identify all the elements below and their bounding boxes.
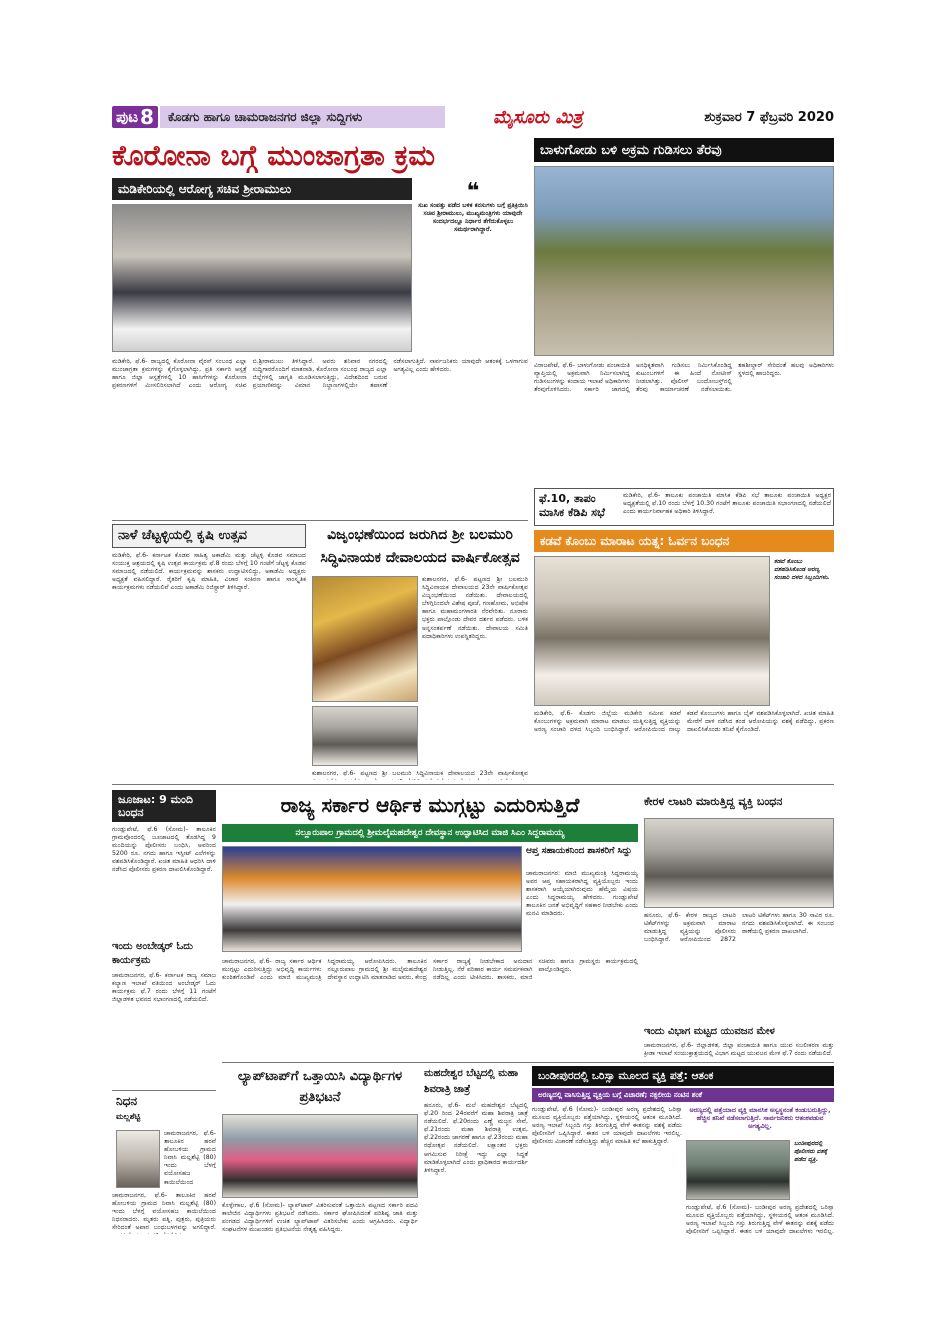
story5-headline: ಕಡವೆ ಕೊಂಬು ಮಾರಾಟ ಯತ್ನ: ಓರ್ವನ ಬಂಧನ	[534, 530, 834, 552]
divider	[112, 784, 834, 785]
story1-quote-box	[418, 179, 528, 352]
story7-side-box	[526, 846, 638, 952]
obituary-photo	[116, 1130, 160, 1188]
newspaper-page	[112, 100, 834, 1235]
page-label: ಪುಟ	[116, 108, 139, 126]
story8-event-title: ಇಂದು ವಿಭಾಗ ಮಟ್ಟದ ಯುವಜನ ಮೇಳ	[644, 1026, 775, 1037]
story4-body: ಕುಶಾಲನಗರ, ಫೆ.6- ಪಟ್ಟಣದ ಶ್ರೀ ಬಲಮುರಿ ಸಿದ್ಧಿವಿನಾಯಕ ದೇವಾಲಯದ 23ನೇ ವಾರ್ಷಿಕೋತ್ಸವ	[312, 770, 528, 777]
story7-photo	[222, 846, 522, 952]
story11-quote: ಅರಣ್ಯದಲ್ಲಿ ಪತ್ತೆಯಾದ ವ್ಯಕ್ತಿ ಮಾನಸಿಕ ಅಸ್ವಸ್ಥನಂತೆ ಕಂಡುಬರುತ್ತಿದ್ದು, ಹೆಚ್ಚಿನ ತನಿಖೆ ನಡೆಸಲಾಗುತ್ತಿದೆ. ಸಾರ್ವಜನಿಕರು ಆತಂಕಪಡುವ ಅಗತ್ಯವಿಲ್ಲ.	[689, 1106, 831, 1130]
story10-body: ಹನೂರು, ಫೆ.6- ಮಲೆ ಮಹದೇಶ್ವರ ಬೆಟ್ಟದಲ್ಲಿ ಫೆ.20 ರಿಂದ 24ರವರೆಗೆ ಮಹಾ ಶಿವರಾತ್ರಿ ಜಾತ್ರೆ ನಡೆಯಲಿದೆ. ಫೆ.20ರಂದು ಎಣ್ಣೆ ಮಜ್ಜನ ಸೇವೆ, ಫೆ.21ರಂದು ಮಹಾ ಶಿವರಾತ್ರಿ ಉತ್ಸವ, ಫೆ.22ರಂದು ಜಾಗರಣೆ ಹಾಗೂ ಫೆ.23ರಂದು ಮಹಾ ರಥೋತ್ಸವ ನಡೆಯಲಿದೆ. ಲಕ್ಷಾಂತರ ಭಕ್ತರು ಆಗಮಿಸುವ ನಿರೀಕ್ಷೆ ಇದ್ದು ಎಲ್ಲಾ ಸಿದ್ಧತೆ ಮಾಡಿಕೊಳ್ಳಲಾಗಿದೆ ಎಂದು ಪ್ರಾಧಿಕಾರದ ಕಾರ್ಯದರ್ಶಿ ತಿಳಿಸಿದ್ದಾರೆ.	[424, 1102, 528, 1174]
story11-body: ಗುಂಡ್ಲುಪೇಟೆ, ಫೆ.6 (ಸೋಮ)- ಬಂಡೀಪುರ ಅರಣ್ಯ ಪ್ರದೇಶದಲ್ಲಿ ಒರಿಸ್ಸಾ ಮೂಲದ ವ್ಯಕ್ತಿಯೊಬ್ಬರು ಪತ್ತೆಯಾಗಿದ್ದು, ಸ್ಥಳೀಯರಲ್ಲಿ ಆತಂಕ ಮೂಡಿಸಿದೆ. ಅರಣ್ಯ ಇಲಾಖೆ ಸಿಬ್ಬಂದಿ ಗಸ್ತು ತಿರುಗುತ್ತಿದ್ದ ವೇಳೆ ಈತನನ್ನು ವಶಕ್ಕೆ ಪಡೆದು ಪೊಲೀಸರಿಗೆ ಒಪ್ಪಿಸಿದ್ದಾರೆ. ಈತನ ಬಳಿ ಯಾವುದೇ ದಾಖಲೆಗಳು ಇರಲಿಲ್ಲ. ಪೊಲೀಸರು ವಿಚಾರಣೆ ನಡೆಸುತ್ತಿದ್ದು ಹೆಚ್ಚಿನ ಮಾಹಿತಿ ಕಲೆ ಹಾಕುತ್ತಿದ್ದಾರೆ.	[532, 1106, 682, 1146]
story1-body: ಮಡಿಕೇರಿ, ಫೆ.6- ರಾಜ್ಯದಲ್ಲಿ ಕೊರೋನಾ ವೈರಸ್ ಸಂಬಂಧ ಎಲ್ಲಾ ಮುಂಜಾಗ್ರತಾ ಕ್ರಮಗಳನ್ನು ಕೈಗೊಳ್ಳಲಾಗಿದ್ದು, ಪ್ರತಿ ಸರ್ಕಾರಿ ಆಸ್ಪತ್ರೆ ಹಾಗೂ ಜಿಲ್ಲಾ ಆಸ್ಪತ್ರೆಗಳಲ್ಲಿ 10 ಹಾಸಿಗೆಗಳನ್ನು ಕೊರೋನಾ ಪ್ರಕರಣಗಳಿಗೆ ಮೀಸಲಿರಿಸಲಾಗಿದೆ ಎಂದು ಆರೋಗ್ಯ ಸಚಿವ ಬಿ.ಶ್ರೀರಾಮುಲು ತಿಳಿಸಿದ್ದಾರೆ. ಅವರು ಶನಿವಾರ ನಗರದಲ್ಲಿ ಸುದ್ದಿಗಾರರೊಂದಿಗೆ ಮಾತನಾಡಿ, ಕೊರೋನಾ ಸಂಬಂಧ ರಾಜ್ಯದ ಎಲ್ಲಾ ಜಿಲ್ಲೆಗಳಲ್ಲಿ ಜಾಗೃತಿ ಮೂಡಿಸಲಾಗುತ್ತಿದ್ದು, ವಿದೇಶದಿಂದ ಬರುವ ಪ್ರಯಾಣಿಕರನ್ನು ವಿಮಾನ ನಿಲ್ದಾಣಗಳಲ್ಲಿಯೇ ತಪಾಸಣೆ ನಡೆಸಲಾಗುತ್ತಿದೆ. ಸಾರ್ವಜನಿಕರು ಯಾವುದೇ ಆತಂಕಕ್ಕೆ ಒಳಗಾಗುವ ಅಗತ್ಯವಿಲ್ಲ ಎಂದು ಹೇಳಿದರು.	[112, 358, 528, 390]
story11-caption: ಬಂಡೀಪುರದಲ್ಲಿ ಪೊಲೀಸರು ವಶಕ್ಕೆ ಪಡೆದ ವ್ಯಕ್ತಿ.	[794, 1140, 828, 1163]
story6-event-title: ಇಂದು ಅಂಬೇಡ್ಕರ್ ಓದು ಕಾರ್ಯಕ್ರಮ	[112, 941, 193, 966]
story11-body-cont: ಗುಂಡ್ಲುಪೇಟೆ, ಫೆ.6 (ಸೋಮ)- ಬಂಡೀಪುರ ಅರಣ್ಯ ಪ್ರದೇಶದಲ್ಲಿ ಒರಿಸ್ಸಾ ಮೂಲದ ವ್ಯಕ್ತಿಯೊಬ್ಬರು ಪತ್ತೆಯಾಗಿದ್ದು, ಸ್ಥಳೀಯರಲ್ಲಿ ಆತಂಕ ಮೂಡಿಸಿದೆ. ಅರಣ್ಯ ಇಲಾಖೆ ಸಿಬ್ಬಂದಿ ಗಸ್ತು ತಿರುಗುತ್ತಿದ್ದ ವೇಳೆ ಈತನನ್ನು ವಶಕ್ಕೆ ಪಡೆದು ಪೊಲೀಸರಿಗೆ ಒಪ್ಪಿಸಿದ್ದಾರೆ. ಈತನ ಬಳಿ ಯಾವುದೇ ದಾಖಲೆಗಳು ಇರಲಿಲ್ಲ.	[686, 1204, 834, 1235]
page-number: 8	[140, 105, 154, 129]
story2-notice-title: ಫೆ.10, ತಾಪಂ ಮಾಸಿಕ ಕೆಡಿಪಿ ಸಭೆ	[539, 492, 605, 519]
story1-quote: ಸುಖ ಸಂಪತ್ತು ಪಡೆದ ಬಳಿಕ ಕನಸುಗಳು ಬಗ್ಗೆ ಪ್ರತಿಕ್ರಿಯಿಸಿ ಸಚಿವ ಶ್ರೀರಾಮುಲು, ಮುಖ್ಯಮಂತ್ರಿಗಳು ಯಾವುದೇ ಸಂದರ್ಭದಲ್ಲೂ ನಿರ್ಧಾರ ತೆಗೆದುಕೊಳ್ಳಲು ಸಮರ್ಥರಾಗಿದ್ದಾರೆ.	[418, 202, 528, 234]
story9-body: ಕೊಳ್ಳೇಗಾಲ, ಫೆ.6 (ಸೋಮ)- ಲ್ಯಾಪ್‌ಟಾಪ್ ವಿತರಿಸುವಂತೆ ಒತ್ತಾಯಿಸಿ ಪಟ್ಟಣದ ಸರ್ಕಾರಿ ಪದವಿ ಕಾಲೇಜಿನ ವಿದ್ಯಾರ್ಥಿಗಳು ಪ್ರತಿಭಟನೆ ನಡೆಸಿದರು. ಸರ್ಕಾರ ಘೋಷಿಸಿದಂತೆ ಪರಿಶಿಷ್ಟ ಜಾತಿ ಮತ್ತು ಪಂಗಡದ ವಿದ್ಯಾರ್ಥಿಗಳಿಗೆ ಉಚಿತ ಲ್ಯಾಪ್‌ಟಾಪ್ ವಿತರಿಸಬೇಕು ಎಂದು ಆಗ್ರಹಿಸಿದರು. ವಿದ್ಯಾರ್ಥಿ ಸಂಘಟನೆಗಳ ಮುಖಂಡರು ಪ್ರತಿಭಟನೆಯ ನೇತೃತ್ವ ವಹಿಸಿದ್ದರು.	[222, 1202, 418, 1234]
story11-headline: ಬಂಡೀಪುರದಲ್ಲಿ ಒರಿಸ್ಸಾ ಮೂಲದ ವ್ಯಕ್ತಿ ಪತ್ತೆ: ಆತಂಕ	[532, 1066, 834, 1086]
story1-photo	[112, 204, 412, 352]
story4-headline: ವಿಜೃಂಭಣೆಯಿಂದ ಜರುಗಿದ ಶ್ರೀ ಬಲಮುರಿ ಸಿದ್ಧಿವಿನಾಯಕ ದೇವಾಲಯದ ವಾರ್ಷಿಕೋತ್ಸವ	[320, 527, 520, 566]
section-title: ಕೊಡಗು ಹಾಗೂ ಚಾಮರಾಜನಗರ ಜಿಲ್ಲಾ ಸುದ್ದಿಗಳು	[160, 106, 445, 128]
divider	[222, 1062, 834, 1063]
story4-photo-2	[312, 706, 418, 766]
story5-caption: ಕಡವೆ ಕೊಂಬು ವಶಪಡಿಸಿಕೊಂಡ ಅರಣ್ಯ ಸಂಚಾರಿ ದಳದ ಸಿಬ್ಬಂದಿಗಳು.	[774, 558, 830, 581]
story2-photo	[534, 166, 834, 356]
divider	[112, 1090, 216, 1091]
story8-headline: ಕೇರಳ ಲಾಟರಿ ಮಾರುತ್ತಿದ್ದ ವ್ಯಕ್ತಿ ಬಂಧನ	[644, 795, 783, 808]
story11-subhead: ಅರಣ್ಯದಲ್ಲಿ ವಾಸಿಸುತ್ತಿದ್ದ ವ್ಯಕ್ತಿಯ ಬಗ್ಗೆ ವಿಚಾರಣೆ; ನಕ್ಸಲೀಯ ನಂಟಿನ ಶಂಕೆ	[532, 1088, 834, 1102]
page-header	[112, 104, 834, 130]
story3-body: ಮಡಿಕೇರಿ, ಫೆ.6- ಕರ್ನಾಟಕ ಕೊಡವ ಸಾಹಿತ್ಯ ಅಕಾಡೆಮಿ ಮತ್ತು ಚೆಟ್ಟಳ್ಳಿ ಕೊಡವ ಸಮಾಜದ ಸಂಯುಕ್ತ ಆಶ್ರಯದಲ್ಲಿ ಕೃಷಿ ಉತ್ಸವ ಕಾರ್ಯಕ್ರಮ ಫೆ.8 ರಂದು ಬೆಳಗ್ಗೆ 10 ಗಂಟೆಗೆ ಚೆಟ್ಟಳ್ಳಿ ಕೊಡವ ಸಮಾಜದಲ್ಲಿ ನಡೆಯಲಿದೆ. ಕಾರ್ಯಕ್ರಮವನ್ನು ಶಾಸಕರು ಉದ್ಘಾಟಿಸಲಿದ್ದು, ಅಕಾಡೆಮಿ ಅಧ್ಯಕ್ಷರು ಅಧ್ಯಕ್ಷತೆ ವಹಿಸಲಿದ್ದಾರೆ. ರೈತರಿಗೆ ಕೃಷಿ ಮಾಹಿತಿ, ವಿಚಾರ ಸಂಕಿರಣ ಹಾಗೂ ಸಾಂಸ್ಕೃತಿಕ ಕಾರ್ಯಕ್ರಮಗಳು ನಡೆಯಲಿವೆ ಎಂದು ಅಕಾಡೆಮಿ ರಿಜಿಸ್ಟ್ರಾರ್ ತಿಳಿಸಿದ್ದಾರೆ.	[112, 552, 306, 592]
story1-headline: ಕೊರೋನಾ ಬಗ್ಗೆ ಮುಂಜಾಗ್ರತಾ ಕ್ರಮ	[112, 139, 436, 172]
story5-photo	[534, 556, 770, 706]
story8-body: ಹನೂರು, ಫೆ.6- ಕೇರಳ ರಾಜ್ಯದ ಲಾಟರಿ ಟಿಕೆಟ್‌ಗಳನ್ನು ಅಕ್ರಮವಾಗಿ ಮಾರಾಟ ಮಾಡುತ್ತಿದ್ದ ವ್ಯಕ್ತಿಯನ್ನು ಪೊಲೀಸರು ಬಂಧಿಸಿದ್ದಾರೆ. ಆರೋಪಿಯಿಂದ 2872 ಲಾಟರಿ ಟಿಕೆಟ್‌ಗಳು ಹಾಗೂ 30 ಸಾವಿರ ರೂ. ನಗದು ವಶಪಡಿಸಿಕೊಳ್ಳಲಾಗಿದೆ. ಈ ಸಂಬಂಧ ಠಾಣೆಯಲ್ಲಿ ಪ್ರಕರಣ ದಾಖಲಾಗಿದೆ.	[644, 912, 834, 944]
story3-headline: ನಾಳೆ ಚೆಟ್ಟಳ್ಳಿಯಲ್ಲಿ ಕೃಷಿ ಉತ್ಸವ	[118, 528, 248, 543]
story9-headline: ಲ್ಯಾಪ್‌ಟಾಪ್‌ಗೆ ಒತ್ತಾಯಿಸಿ ವಿದ್ಯಾರ್ಥಿಗಳ ಪ್ರತಿಭಟನೆ	[237, 1069, 403, 1105]
quote-mark-icon: ❝	[466, 179, 480, 204]
obituary-body: ಚಾಮರಾಜನಗರ, ಫೆ.6- ತಾಲೂಕಿನ ಹರವೆ ಹೋಬಳಿಯ ಗ್ರಾಮದ ನಿವಾಸಿ ಮಲ್ಲಶೆಟ್ಟಿ (80) ಇಂದು ಬೆಳಗ್ಗೆ ವಯೋಸಹಜ ಕಾಯಿಲೆಯಿಂದ ನಿಧನರಾದರು. ಮೃತರು ಪತ್ನಿ, ಪುತ್ರರು, ಪುತ್ರಿಯರು ಸೇರಿದಂತೆ ಅಪಾರ ಬಂಧುಬಳಗವನ್ನು ಅಗಲಿದ್ದಾರೆ.	[112, 1192, 216, 1232]
story7-side-title: ಆಪ್ತ ಸಹಾಯಕನಿಂದ ಶಾಸಕರಿಗೆ ಸಿದ್ದು	[526, 846, 632, 856]
story4-photo-1	[312, 576, 418, 702]
story4-body-side: ಕುಶಾಲನಗರ, ಫೆ.6- ಪಟ್ಟಣದ ಶ್ರೀ ಬಲಮುರಿ ಸಿದ್ಧಿವಿನಾಯಕ ದೇವಾಲಯದ 23ನೇ ವಾರ್ಷಿಕೋತ್ಸವ ವಿಜೃಂಭಣೆಯಿಂದ ನಡೆಯಿತು. ದೇವಾಲಯದಲ್ಲಿ ಬೆಳಗ್ಗಿನಿಂದಲೇ ವಿಶೇಷ ಪೂಜೆ, ಗಣಹೋಮ, ಅಭಿಷೇಕ ಹಾಗೂ ಮಹಾಮಂಗಳಾರತಿ ನೆರವೇರಿತು. ನೂರಾರು ಭಕ್ತರು ಪಾಲ್ಗೊಂಡು ದೇವರ ದರ್ಶನ ಪಡೆದರು. ಬಳಿಕ ಅನ್ನಸಂತರ್ಪಣೆ ನಡೆಯಿತು. ದೇವಾಲಯ ಸಮಿತಿ ಪದಾಧಿಕಾರಿಗಳು ಉಪಸ್ಥಿತರಿದ್ದರು.	[422, 576, 528, 640]
story5-body: ಮಡಿಕೇರಿ, ಫೆ.6- ಕೊಡಗು ಜಿಲ್ಲೆಯ ಮಡಿಕೇರಿ ಸಮೀಪ ಕಡವೆ ಕೊಂಬುಗಳನ್ನು ಅಕ್ರಮವಾಗಿ ಮಾರಾಟ ಮಾಡಲು ಯತ್ನಿಸುತ್ತಿದ್ದ ವ್ಯಕ್ತಿಯನ್ನು ಅರಣ್ಯ ಸಂಚಾರಿ ದಳದ ಸಿಬ್ಬಂದಿ ಬಂಧಿಸಿದ್ದಾರೆ. ಆರೋಪಿಯಿಂದ ನಾಲ್ಕು ಕಡವೆ ಕೊಂಬುಗಳು ಹಾಗೂ ಬೈಕ್ ವಶಪಡಿಸಿಕೊಳ್ಳಲಾಗಿದೆ. ಖಚಿತ ಮಾಹಿತಿ ಮೇರೆಗೆ ದಾಳಿ ನಡೆಸಿದ ತಂಡ ಆರೋಪಿಯನ್ನು ವಶಕ್ಕೆ ಪಡೆದಿದ್ದು, ಪ್ರಕರಣ ದಾಖಲಿಸಿಕೊಂಡು ತನಿಖೆ ಕೈಗೊಂಡಿದೆ.	[534, 710, 834, 734]
obituary-body-side: ಚಾಮರಾಜನಗರ, ಫೆ.6- ತಾಲೂಕಿನ ಹರವೆ ಹೋಬಳಿಯ ಗ್ರಾಮದ ನಿವಾಸಿ ಮಲ್ಲಶೆಟ್ಟಿ (80) ಇಂದು ಬೆಳಗ್ಗೆ ವಯೋಸಹಜ ಕಾಯಿಲೆಯಿಂದ	[164, 1130, 216, 1186]
story2-body: ವಿರಾಜಪೇಟೆ, ಫೆ.6- ಬಾಳುಗೋಡು ಪಂಚಾಯಿತಿ ವ್ಯಾಪ್ತಿಯಲ್ಲಿ ಅಕ್ರಮವಾಗಿ ನಿರ್ಮಿಸಲಾಗಿದ್ದ ಗುಡಿಸಲುಗಳನ್ನು ಕಂದಾಯ ಇಲಾಖೆ ಅಧಿಕಾರಿಗಳು ತೆರವುಗೊಳಿಸಿದರು. ಸರ್ಕಾರಿ ಜಾಗದಲ್ಲಿ ಅನಧಿಕೃತವಾಗಿ ಗುಡಿಸಲು ನಿರ್ಮಿಸಿಕೊಂಡಿದ್ದ ಕುಟುಂಬಗಳಿಗೆ ಈ ಹಿಂದೆ ನೋಟೀಸ್ ನೀಡಲಾಗಿತ್ತು. ಪೊಲೀಸ್ ಬಂದೋಬಸ್ತ್‌ನಲ್ಲಿ ತೆರವು ಕಾರ್ಯಾಚರಣೆ ನಡೆಸಲಾಯಿತು. ತಹಶೀಲ್ದಾರ್ ಸೇರಿದಂತೆ ಹಲವು ಅಧಿಕಾರಿಗಳು ಸ್ಥಳದಲ್ಲಿ ಹಾಜರಿದ್ದರು.	[534, 362, 834, 394]
story2-notice-box	[534, 488, 834, 526]
story6-event-body: ಚಾಮರಾಜನಗರ, ಫೆ.6- ಕರ್ನಾಟಕ ರಾಜ್ಯ ಸಮಾಜ ಕಲ್ಯಾಣ ಇಲಾಖೆ ವತಿಯಿಂದ ಅಂಬೇಡ್ಕರ್ ಓದು ಕಾರ್ಯಕ್ರಮ ಫೆ.7 ರಂದು ಬೆಳಗ್ಗೆ 11 ಗಂಟೆಗೆ ಜಿಲ್ಲಾಡಳಿತ ಭವನದ ಸಭಾಂಗಣದಲ್ಲಿ ನಡೆಯಲಿದೆ.	[112, 972, 216, 1004]
story6-headline: ಜೂಜಾಟ: 9 ಮಂದಿ ಬಂಧನ	[112, 790, 216, 822]
story2-headline: ಬಾಳುಗೋಡು ಬಳಿ ಅಕ್ರಮ ಗುಡಿಸಲು ತೆರವು	[534, 138, 834, 162]
story8-event-body: ಚಾಮರಾಜನಗರ, ಫೆ.6- ಜಿಲ್ಲಾಡಳಿತ, ಜಿಲ್ಲಾ ಪಂಚಾಯಿತಿ ಹಾಗೂ ಯುವ ಸಬಲೀಕರಣ ಮತ್ತು ಕ್ರೀಡಾ ಇಲಾಖೆ ಸಂಯುಕ್ತಾಶ್ರಯದಲ್ಲಿ ವಿಭಾಗ ಮಟ್ಟದ ಯುವಜನ ಮೇಳ ಫೆ.7 ರಂದು ನಡೆಯಲಿದೆ.	[644, 1042, 834, 1058]
divider	[112, 520, 528, 521]
story8-photo	[644, 818, 834, 908]
story3-title-box	[112, 524, 306, 548]
story1-subhead: ಮಡಿಕೇರಿಯಲ್ಲಿ ಆರೋಗ್ಯ ಸಚಿವ ಶ್ರೀರಾಮುಲು	[112, 178, 412, 200]
story7-body: ಚಾಮರಾಜನಗರ, ಫೆ.6- ರಾಜ್ಯ ಸರ್ಕಾರ ಆರ್ಥಿಕ ಮುಗ್ಗಟ್ಟು ಎದುರಿಸುತ್ತಿದ್ದು ಅಭಿವೃದ್ಧಿ ಕಾರ್ಯಗಳು ಕುಂಠಿತಗೊಂಡಿವೆ ಎಂದು ಮಾಜಿ ಮುಖ್ಯಮಂತ್ರಿ ಸಿದ್ದರಾಮಯ್ಯ ಆರೋಪಿಸಿದರು. ತಾಲೂಕಿನ ನಲ್ಲೂರುಪಾಲ ಗ್ರಾಮದಲ್ಲಿ ಶ್ರೀ ಮಲೈಮಹದೇಶ್ವರ ದೇವಸ್ಥಾನ ಉದ್ಘಾಟಿಸಿ ಮಾತನಾಡಿದ ಅವರು, ಕೇಂದ್ರ ಸರ್ಕಾರ ರಾಜ್ಯಕ್ಕೆ ನೀಡಬೇಕಾದ ಅನುದಾನ ನೀಡುತ್ತಿಲ್ಲ. ನೆರೆ ಪರಿಹಾರ ಕಾರ್ಯ ಸಮರ್ಪಕವಾಗಿ ನಡೆದಿಲ್ಲ ಎಂದು ಟೀಕಿಸಿದರು. ಶಾಸಕರು, ಮಾಜಿ ಸಚಿವರು ಹಾಗೂ ಗ್ರಾಮಸ್ಥರು ಕಾರ್ಯಕ್ರಮದಲ್ಲಿ ಪಾಲ್ಗೊಂಡಿದ್ದರು.	[222, 958, 638, 982]
story2-notice-body: ಮಡಿಕೇರಿ, ಫೆ.6- ತಾಲೂಕು ಪಂಚಾಯಿತಿ ಮಾಸಿಕ ಕೆಡಿಪಿ ಸಭೆ ತಾಲೂಕು ಪಂಚಾಯಿತಿ ಅಧ್ಯಕ್ಷರ ಅಧ್ಯಕ್ಷತೆಯಲ್ಲಿ ಫೆ.10 ರಂದು ಬೆಳಗ್ಗೆ 10.30 ಗಂಟೆಗೆ ತಾಲೂಕು ಪಂಚಾಯಿತಿ ಸಭಾಂಗಣದಲ್ಲಿ ನಡೆಯಲಿದೆ ಎಂದು ಕಾರ್ಯನಿರ್ವಾಹಕ ಅಧಿಕಾರಿ ತಿಳಿಸಿದ್ದಾರೆ.	[623, 492, 831, 516]
story10-headline: ಮಹದೇಶ್ವರ ಬೆಟ್ಟದಲ್ಲಿ ಮಹಾ ಶಿವರಾತ್ರಿ ಜಾತ್ರೆ	[424, 1068, 519, 1095]
issue-date: ಶುಕ್ರವಾರ 7 ಫೆಬ್ರವರಿ 2020	[704, 109, 834, 125]
story9-photo	[222, 1114, 418, 1198]
obituary-title: ನಿಧನ	[116, 1094, 138, 1108]
story11-photo	[686, 1140, 790, 1200]
story6-body: ಗುಂಡ್ಲುಪೇಟೆ, ಫೆ.6 (ಸೋಮ)- ತಾಲೂಕಿನ ಗ್ರಾಮವೊಂದರಲ್ಲಿ ಜೂಜಾಟದಲ್ಲಿ ತೊಡಗಿದ್ದ 9 ಮಂದಿಯನ್ನು ಪೊಲೀಸರು ಬಂಧಿಸಿ, ಅವರಿಂದ 5200 ರೂ. ನಗದು ಹಾಗೂ ಇಸ್ಪೀಟ್ ಎಲೆಗಳನ್ನು ವಶಪಡಿಸಿಕೊಂಡಿದ್ದಾರೆ. ಖಚಿತ ಮಾಹಿತಿ ಆಧರಿಸಿ ದಾಳಿ ನಡೆಸಿದ ಪೊಲೀಸರು ಪ್ರಕರಣ ದಾಖಲಿಸಿಕೊಂಡಿದ್ದಾರೆ.	[112, 826, 216, 874]
page-number-badge	[112, 106, 158, 128]
story7-headline: ರಾಜ್ಯ ಸರ್ಕಾರ ಆರ್ಥಿಕ ಮುಗ್ಗಟ್ಟು ಎದುರಿಸುತ್ತಿದೆ	[280, 793, 580, 817]
story7-subhead: ನಲ್ಲೂರುಪಾಲ ಗ್ರಾಮದಲ್ಲಿ ಶ್ರೀಮಲೈಮಹದೇಶ್ವರ ದೇವಸ್ಥಾನ ಉದ್ಘಾಟಿಸಿದ ಮಾಜಿ ಸಿಎಂ ಸಿದ್ದರಾಮಯ್ಯ	[222, 824, 638, 842]
paper-logo: ಮೈಸೂರು ಮಿತ್ರ	[492, 106, 583, 128]
story7-side-body: ಚಾಮರಾಜನಗರ: ಮಾಜಿ ಮುಖ್ಯಮಂತ್ರಿ ಸಿದ್ದರಾಮಯ್ಯ ಅವರ ಆಪ್ತ ಸಹಾಯಕರಾಗಿದ್ದ ವ್ಯಕ್ತಿಯೊಬ್ಬರು ಇಂದು ಶಾಸಕರಾಗಿ ಆಯ್ಕೆಯಾಗಿರುವುದು ಹೆಮ್ಮೆಯ ವಿಷಯ ಎಂದು ಸಿದ್ದರಾಮಯ್ಯ ಹೇಳಿದರು. ಗುಂಡ್ಲುಪೇಟೆ ತಾಲೂಕಿನ ಜನತೆ ಅಭಿವೃದ್ಧಿಗೆ ಸಹಕಾರ ನೀಡಬೇಕು ಎಂದು ಮನವಿ ಮಾಡಿದರು.	[526, 870, 638, 918]
obituary-name: ಮಲ್ಲಶೆಟ್ಟಿ	[116, 1112, 141, 1121]
